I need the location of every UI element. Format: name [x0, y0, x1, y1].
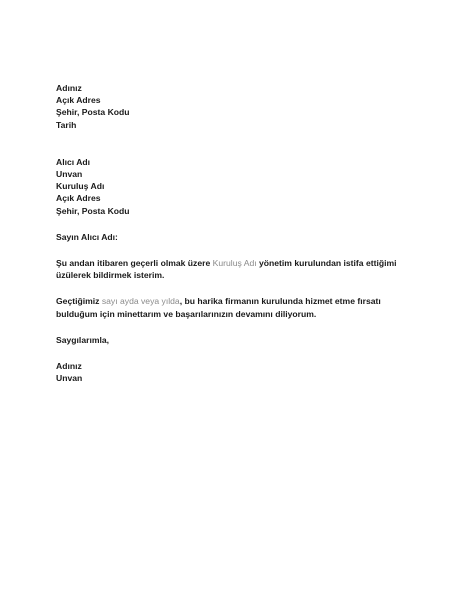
sender-address-block	[56, 82, 416, 131]
sender-name: Adınız	[56, 83, 82, 93]
sender-street-address: Açık Adres	[56, 95, 101, 106]
signature-title: Unvan	[56, 373, 83, 384]
paragraph-1-text-end: yönetim kurulundan istifa ettiğimi üzülerek bildirmek isterim.	[56, 258, 397, 281]
body-paragraph-2	[56, 295, 416, 319]
recipient-name: Alıcı Adı	[56, 156, 91, 167]
resignation-letter	[56, 82, 416, 384]
complimentary-close	[56, 334, 416, 346]
signature-block	[56, 360, 416, 384]
letter-date: Tarih	[56, 119, 77, 130]
sender-city-postal: Şehir, Posta Kodu	[56, 107, 130, 118]
recipient-address-block	[56, 156, 416, 217]
recipient-title: Unvan	[56, 169, 83, 180]
salutation	[56, 231, 416, 243]
body-paragraph-1	[56, 257, 416, 281]
recipient-street-address: Açık Adres	[56, 193, 101, 204]
duration-placeholder: sayı ayda veya yılda	[101, 296, 180, 307]
paragraph-2-text-end: , bu harika firmanın kurulunda hizmet etme fırsatı bulduğum için minettarım ve başarılarınızın devamını diliyorum.	[56, 296, 381, 319]
recipient-city-postal: Şehir, Posta Kodu	[56, 205, 130, 216]
closing-text: Saygılarımla,	[56, 334, 110, 345]
paragraph-1-text-start: Şu andan itibaren geçerli olmak üzere	[56, 258, 213, 269]
recipient-organization: Kuruluş Adı	[56, 181, 105, 192]
signature-name: Adınız	[56, 361, 82, 372]
paragraph-2-text-start: Geçtiğimiz	[56, 296, 102, 307]
salutation-text: Sayın Alıcı Adı:	[56, 231, 118, 242]
organization-name-placeholder: Kuruluş Adı	[212, 258, 257, 269]
